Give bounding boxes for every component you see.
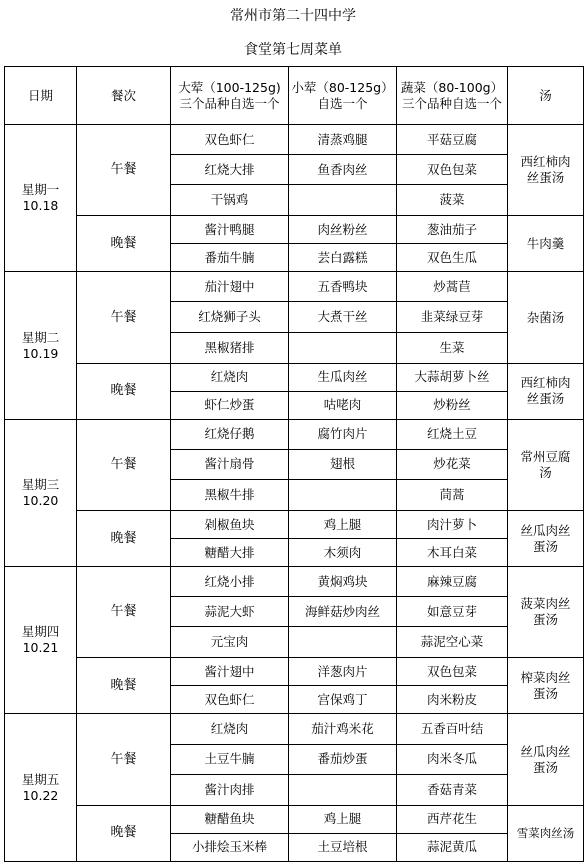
vegetable-dish: 双色包菜 <box>397 155 508 185</box>
day-cell <box>5 419 77 566</box>
big-meat-dish: 番茄牛腩 <box>171 244 289 272</box>
soup-line: 榨菜肉丝 <box>520 669 571 685</box>
small-meat-dish: 生瓜肉丝 <box>289 363 397 391</box>
meal-label: 晚餐 <box>77 216 171 272</box>
menu-row <box>5 125 584 155</box>
vegetable-dish: 蒜泥空心菜 <box>397 627 508 658</box>
meal-label: 晚餐 <box>77 363 171 419</box>
vegetable-dish: 双色包菜 <box>397 658 508 686</box>
big-meat-dish: 茄汁翅中 <box>171 272 289 302</box>
vegetable-dish: 韭菜绿豆芽 <box>397 302 508 332</box>
soup-cell <box>508 567 584 658</box>
small-meat-dish: 五香鸭块 <box>289 272 397 302</box>
vegetable-dish: 炒粉丝 <box>397 391 508 419</box>
soup-line: 丝蛋汤 <box>526 391 565 407</box>
big-meat-dish: 酱汁扇骨 <box>171 449 289 479</box>
soup-line: 西红柿肉 <box>520 154 571 170</box>
day-cell <box>5 567 77 714</box>
small-meat-dish: 宫保鸡丁 <box>289 686 397 714</box>
menu-table <box>4 66 584 862</box>
big-meat-dish: 元宝肉 <box>171 627 289 658</box>
meal-label: 午餐 <box>77 419 171 510</box>
soup-cell <box>508 714 584 805</box>
big-meat-dish: 小排烩玉米棒 <box>171 833 289 861</box>
header-small-line1: 小荤（80-125g） <box>291 79 394 95</box>
header-small-meat <box>289 67 397 125</box>
small-meat-dish: 鸡上腿 <box>289 805 397 833</box>
header-veg-line2: 三个品种自选一个 <box>401 95 502 111</box>
day-name: 星期五 <box>21 771 60 787</box>
vegetable-dish: 西芹花生 <box>397 805 508 833</box>
meal-label: 午餐 <box>77 125 171 216</box>
soup-cell <box>508 363 584 419</box>
menu-row <box>5 567 584 597</box>
soup-line: 丝蛋汤 <box>526 170 565 186</box>
header-big-meat <box>171 67 289 125</box>
soup-line: 蛋汤 <box>532 685 558 701</box>
small-meat-dish: 番茄炒蛋 <box>289 744 397 774</box>
soup-line: 菠菜肉丝 <box>520 596 571 612</box>
day-date: 10.19 <box>22 345 59 361</box>
header-meal: 餐次 <box>77 67 171 125</box>
small-meat-dish: 黄焖鸡块 <box>289 567 397 597</box>
soup-line: 杂菌汤 <box>526 309 565 325</box>
big-meat-dish: 土豆牛腩 <box>171 744 289 774</box>
vegetable-dish: 菠菜 <box>397 185 508 216</box>
soup-cell <box>508 805 584 861</box>
small-meat-dish: 腐竹肉片 <box>289 419 397 449</box>
soup-line: 牛肉羹 <box>526 235 565 251</box>
vegetable-dish: 生菜 <box>397 332 508 363</box>
vegetable-dish: 五香百叶结 <box>397 714 508 744</box>
big-meat-dish: 虾仁炒蛋 <box>171 391 289 419</box>
soup-cell <box>508 511 584 567</box>
big-meat-dish: 剁椒鱼块 <box>171 511 289 539</box>
menu-row <box>5 216 584 244</box>
vegetable-dish: 如意豆芽 <box>397 597 508 627</box>
menu-row <box>5 419 584 449</box>
school-name: 常州市第二十四中学 <box>230 8 356 24</box>
big-meat-dish: 红烧小排 <box>171 567 289 597</box>
big-meat-dish: 双色虾仁 <box>171 125 289 155</box>
meal-label: 晚餐 <box>77 511 171 567</box>
small-meat-dish: 土豆培根 <box>289 833 397 861</box>
big-meat-dish: 红烧肉 <box>171 714 289 744</box>
small-meat-dish: 木须肉 <box>289 539 397 567</box>
soup-line: 西红柿肉 <box>520 375 571 391</box>
menu-row <box>5 805 584 833</box>
big-meat-dish: 双色虾仁 <box>171 686 289 714</box>
small-meat-dish: 大煮干丝 <box>289 302 397 332</box>
meal-label: 午餐 <box>77 567 171 658</box>
big-meat-dish: 黑椒猪排 <box>171 332 289 363</box>
day-name: 星期四 <box>21 624 60 640</box>
header-small-line2: 自选一个 <box>317 95 368 111</box>
header-soup: 汤 <box>508 67 584 125</box>
header-date: 日期 <box>5 67 77 125</box>
meal-label: 晚餐 <box>77 805 171 861</box>
header-row <box>5 67 584 125</box>
soup-line: 蛋汤 <box>532 538 558 554</box>
soup-cell <box>508 216 584 272</box>
soup-line: 常州豆腐 <box>520 448 571 464</box>
vegetable-dish: 红烧土豆 <box>397 419 508 449</box>
soup-cell <box>508 658 584 714</box>
vegetable-dish: 葱油茄子 <box>397 216 508 244</box>
small-meat-dish: 咕咾肉 <box>289 391 397 419</box>
day-name: 星期三 <box>21 476 60 492</box>
vegetable-dish: 肉米冬瓜 <box>397 744 508 774</box>
vegetable-dish: 肉汁萝卜 <box>397 511 508 539</box>
day-name: 星期二 <box>21 329 60 345</box>
soup-line: 雪菜肉丝汤 <box>516 826 575 841</box>
header-vegetable <box>397 67 508 125</box>
small-meat-dish: 洋葱肉片 <box>289 658 397 686</box>
day-date: 10.22 <box>22 787 59 803</box>
day-cell <box>5 272 77 419</box>
menu-row <box>5 272 584 302</box>
soup-cell <box>508 272 584 363</box>
meal-label: 晚餐 <box>77 658 171 714</box>
small-meat-dish <box>289 627 397 658</box>
big-meat-dish: 红烧狮子头 <box>171 302 289 332</box>
soup-line: 丝瓜肉丝 <box>520 743 571 759</box>
big-meat-dish: 干锅鸡 <box>171 185 289 216</box>
vegetable-dish: 茼蒿 <box>397 479 508 510</box>
small-meat-dish: 茄汁鸡米花 <box>289 714 397 744</box>
day-date: 10.20 <box>22 492 59 508</box>
vegetable-dish: 香菇青菜 <box>397 774 508 805</box>
day-date: 10.21 <box>22 640 59 656</box>
soup-line: 汤 <box>539 464 552 480</box>
big-meat-dish: 酱汁翅中 <box>171 658 289 686</box>
small-meat-dish: 翅根 <box>289 449 397 479</box>
day-name: 星期一 <box>21 182 60 198</box>
big-meat-dish: 酱汁肉排 <box>171 774 289 805</box>
big-meat-dish: 蒜泥大虾 <box>171 597 289 627</box>
small-meat-dish <box>289 185 397 216</box>
day-cell <box>5 125 77 272</box>
big-meat-dish: 红烧仔鹅 <box>171 419 289 449</box>
soup-cell <box>508 419 584 510</box>
vegetable-dish: 大蒜胡萝卜丝 <box>397 363 508 391</box>
vegetable-dish: 炒蒿苣 <box>397 272 508 302</box>
menu-title: 食堂第七周菜单 <box>244 42 342 58</box>
vegetable-dish: 蒜泥黄瓜 <box>397 833 508 861</box>
small-meat-dish: 鸡上腿 <box>289 511 397 539</box>
soup-cell <box>508 125 584 216</box>
big-meat-dish: 红烧大排 <box>171 155 289 185</box>
header-big-line1: 大荤（100-125g) <box>178 79 281 95</box>
big-meat-dish: 糖醋大排 <box>171 539 289 567</box>
vegetable-dish: 平菇豆腐 <box>397 125 508 155</box>
meal-label: 午餐 <box>77 714 171 805</box>
header-big-line2: 三个品种自选一个 <box>179 95 280 111</box>
big-meat-dish: 黑椒牛排 <box>171 479 289 510</box>
soup-line: 蛋汤 <box>532 759 558 775</box>
small-meat-dish <box>289 332 397 363</box>
header-veg-line1: 蔬菜（80-100g） <box>400 79 504 95</box>
vegetable-dish: 麻辣豆腐 <box>397 567 508 597</box>
small-meat-dish: 鱼香肉丝 <box>289 155 397 185</box>
big-meat-dish: 红烧肉 <box>171 363 289 391</box>
soup-line: 丝瓜肉丝 <box>520 522 571 538</box>
small-meat-dish <box>289 774 397 805</box>
big-meat-dish: 糖醋鱼块 <box>171 805 289 833</box>
small-meat-dish: 清蒸鸡腿 <box>289 125 397 155</box>
small-meat-dish <box>289 479 397 510</box>
day-cell <box>5 714 77 862</box>
vegetable-dish: 肉米粉皮 <box>397 686 508 714</box>
menu-row <box>5 714 584 744</box>
soup-line: 蛋汤 <box>532 612 558 628</box>
vegetable-dish: 炒花菜 <box>397 449 508 479</box>
meal-label: 午餐 <box>77 272 171 363</box>
small-meat-dish: 芸白露糕 <box>289 244 397 272</box>
menu-row <box>5 658 584 686</box>
menu-row <box>5 363 584 391</box>
big-meat-dish: 酱汁鸭腿 <box>171 216 289 244</box>
vegetable-dish: 木耳白菜 <box>397 539 508 567</box>
vegetable-dish: 双色生瓜 <box>397 244 508 272</box>
menu-row <box>5 511 584 539</box>
small-meat-dish: 海鲜菇炒肉丝 <box>289 597 397 627</box>
day-date: 10.18 <box>22 198 59 214</box>
small-meat-dish: 肉丝粉丝 <box>289 216 397 244</box>
